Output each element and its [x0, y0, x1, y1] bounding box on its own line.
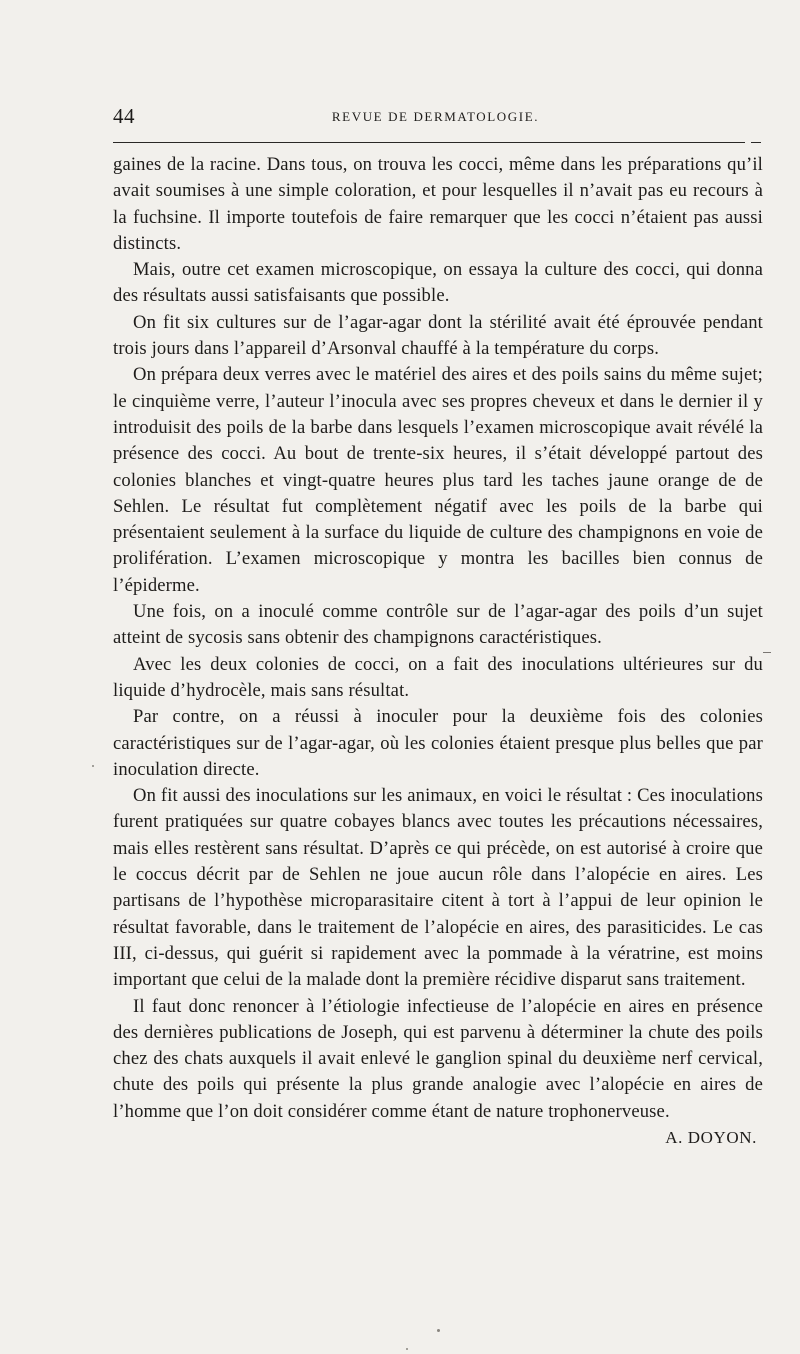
- paper-speck: [92, 765, 94, 767]
- header-rule: [113, 142, 745, 143]
- paragraph-1: gaines de la racine. Dans tous, on trouva les cocci, même dans les préparations qu’il avait soumises à une simple coloration, et pour lesquelles il n’avait pas eu recours à la fuchsine. Il importe toutefois de faire remarquer que les cocci n’étaient pas aussi distincts.: [113, 154, 763, 254]
- paragraph-8: On fit aussi des inoculations sur les animaux, en voici le résultat : Ces inoculations furent pratiquées sur quatre cobayes blancs avec toutes les précautions nécessaires, mais elles restèrent sans résultat. D’après ce qui précède, on est autorisé à croire que le coccus décrit par de Sehlen ne joue aucun rôle dans l’alopécie en aires. Les partisans de l’hypothèse microparasitaire citent à tort à l’appui de leur opinion le résultat favorable, dans le traitement de l’alopécie en aires, des parasiticides. Le cas III, ci-dessus, qui guérit si rapidement avec la pommade à la vératrine, est moins important que celui de la malade dont la première récidive disparut sans traitement.: [113, 785, 763, 991]
- paragraph-5: Une fois, on a inoculé comme contrôle sur de l’agar-agar des poils d’un sujet atteint de sycosis sans obtenir des champignons caractéristiques.: [113, 601, 763, 649]
- paper-speck: [406, 1348, 408, 1350]
- paragraph-6: Avec les deux colonies de cocci, on a fait des inoculations ultérieures sur du liquide d’hydrocèle, mais sans résultat.: [113, 653, 763, 701]
- article-body: [113, 152, 763, 1151]
- paragraph-9: [113, 994, 763, 1147]
- margin-mark: [763, 652, 771, 653]
- paragraph-4: On prépara deux verres avec le matériel des aires et des poils sains du même sujet; le cinquième verre, l’auteur l’inocula avec ses propres cheveux et dans le dernier il y introduisit des poils de la barbe dans lesquels l’examen microscopique avait révélé la présence des cocci. Au bout de trente-six heures, il s’était développé partout des colonies blanches et vingt-quatre heures plus tard les taches jaune orange de de Sehlen. Le résultat fut complètement négatif avec les poils de la barbe qui présentaient seulement à la surface du liquide de culture des champignons en voie de prolifération. L’examen microscopique y montra les bacilles bien connus de l’épiderme.: [113, 364, 763, 596]
- paragraph-2: Mais, outre cet examen microscopique, on essaya la culture des cocci, qui donna des résultats aussi satisfaisants que possible.: [113, 259, 763, 307]
- paragraph-7: Par contre, on a réussi à inoculer pour la deuxième fois des colonies caractéristiques sur de l’agar-agar, où les colonies étaient presque plus belles que par inoculation directe.: [113, 706, 763, 780]
- header-rule-tail: [751, 142, 761, 143]
- page-header: [113, 104, 758, 134]
- paper-speck: [437, 1329, 440, 1332]
- author-signature: A. DOYON.: [665, 1127, 757, 1147]
- paragraph-9-text: Il faut donc renoncer à l’étiologie infectieuse de l’alopécie en aires en présence des dernières publications de Joseph, qui est parvenu à déterminer la chute des poils chez des chats auxquels il avait enlevé le ganglion spinal du deuxième nerf cervical, chute des poils qui présente la plus grande analogie avec l’alopécie en aires de l’homme que l’on doit considérer comme étant de nature trophonerveuse.: [113, 995, 763, 1122]
- page-number: 44: [113, 104, 135, 128]
- paragraph-3: On fit six cultures sur de l’agar-agar dont la stérilité avait été éprouvée pendant trois jours dans l’appareil d’Arsonval chauffé à la température du corps.: [113, 311, 763, 360]
- running-title: REVUE DE DERMATOLOGIE.: [331, 109, 540, 124]
